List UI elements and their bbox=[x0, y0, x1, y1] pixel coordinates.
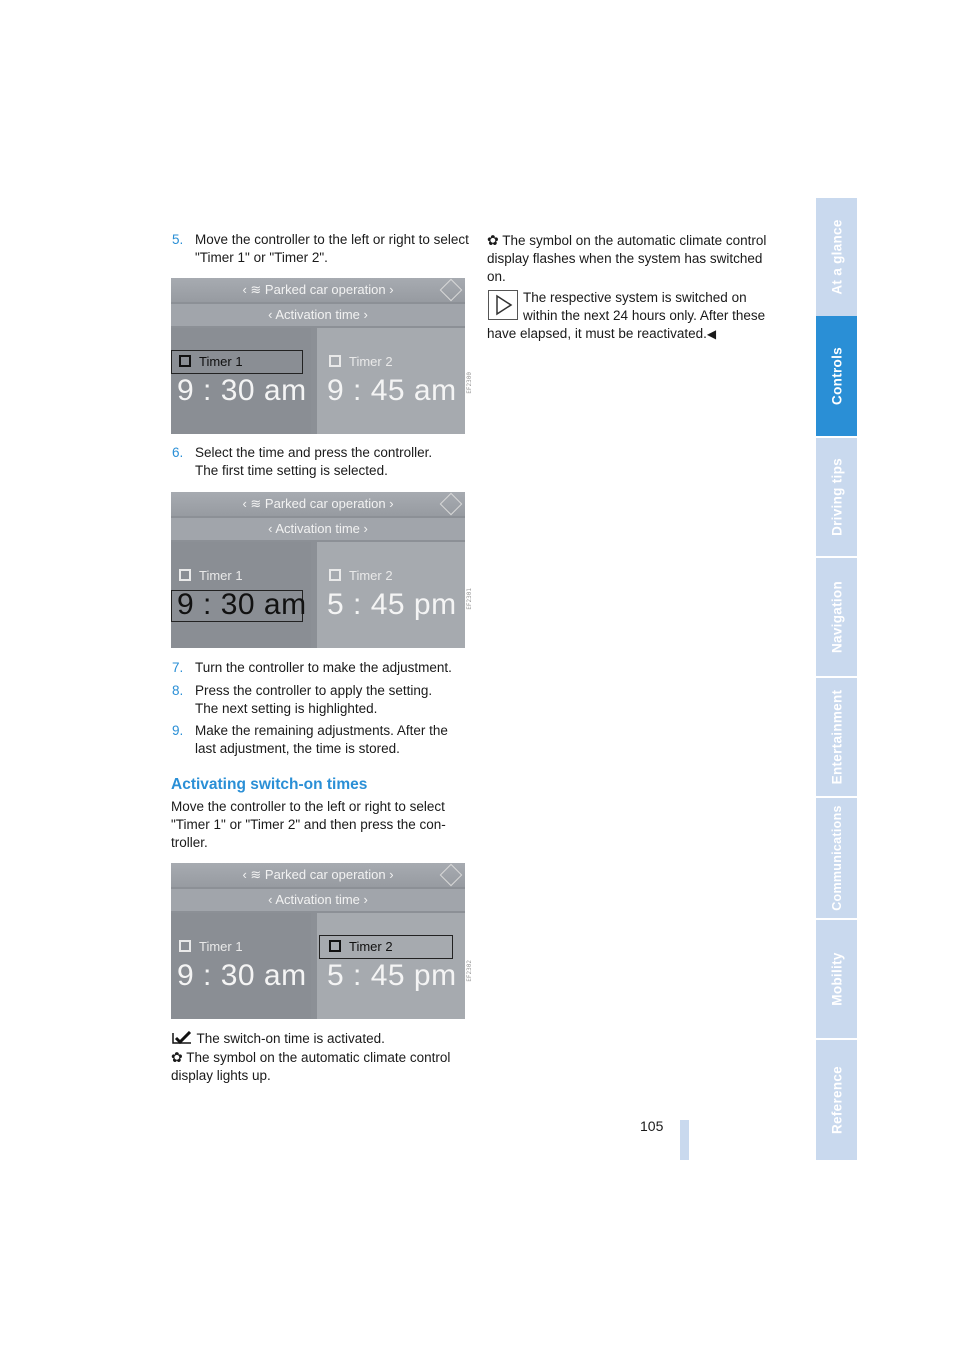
sidebar-tab-reference[interactable] bbox=[816, 1040, 857, 1160]
note-line-3 bbox=[487, 325, 787, 343]
step-number: 6. bbox=[172, 445, 184, 460]
sidebar-label: Mobility bbox=[829, 952, 844, 1006]
checkbox-icon bbox=[329, 355, 341, 367]
checkbox-icon bbox=[179, 569, 191, 581]
timer2-time: 5 : 45 pm bbox=[327, 588, 457, 621]
step-number: 5. bbox=[172, 232, 184, 247]
timer1-label bbox=[179, 939, 243, 954]
screen-title-bar: ‹ ≋ Parked car operation › bbox=[171, 278, 465, 302]
timer-screen-3 bbox=[171, 863, 465, 1019]
sidebar-label: Navigation bbox=[829, 580, 844, 654]
sidebar-tab-communications[interactable] bbox=[816, 798, 857, 918]
timer2-label bbox=[329, 939, 393, 954]
symbol-paragraph bbox=[171, 1048, 471, 1085]
timer1-text: Timer 1 bbox=[199, 354, 243, 369]
timer1-text: Timer 1 bbox=[199, 939, 243, 954]
climate-icon: ≋ bbox=[250, 867, 262, 882]
checkmark-icon bbox=[171, 1031, 193, 1045]
timer2-time: 5 : 45 pm bbox=[327, 959, 457, 992]
step-text: Select the time and press the controller. The first time setting is selected. bbox=[195, 445, 433, 478]
sidebar-tab-driving-tips[interactable] bbox=[816, 438, 857, 556]
timer1-label bbox=[179, 354, 243, 369]
timer2-text: Timer 2 bbox=[349, 939, 393, 954]
step-number: 9. bbox=[172, 723, 184, 738]
timer2-text: Timer 2 bbox=[349, 568, 393, 583]
checkbox-icon bbox=[329, 569, 341, 581]
screen-subtitle-bar: ‹ Activation time › bbox=[171, 304, 465, 326]
checkbox-icon bbox=[179, 940, 191, 952]
figure-code: EF2300 bbox=[466, 372, 473, 394]
note-line-3-text: have elapsed, it must be reactivated. bbox=[487, 326, 707, 341]
screen-title: Parked car operation bbox=[264, 867, 386, 882]
intro-paragraph: Move the controller to the left or right to select "Timer 1" or "Timer 2" and then press the con-troller. bbox=[171, 799, 446, 850]
step-number: 8. bbox=[172, 683, 184, 698]
timer1-time: 9 : 30 am bbox=[177, 959, 307, 992]
timer1-time: 9 : 30 am bbox=[177, 588, 307, 621]
sidebar-tab-entertainment[interactable] bbox=[816, 678, 857, 796]
page-number: 105 bbox=[640, 1118, 664, 1134]
timer1-label bbox=[179, 568, 243, 583]
step-text: Turn the controller to make the adjustment. bbox=[195, 660, 452, 675]
sidebar-label: Communications bbox=[829, 805, 844, 911]
timer1-time: 9 : 30 am bbox=[177, 374, 307, 407]
sidebar-tab-at-a-glance[interactable] bbox=[816, 198, 857, 316]
timer1-text: Timer 1 bbox=[199, 568, 243, 583]
sidebar-label: Reference bbox=[829, 1066, 844, 1134]
screen-title-bar: ‹ ≋ Parked car operation › bbox=[171, 492, 465, 516]
page-number-bar bbox=[680, 1120, 689, 1160]
screen-subtitle: Activation time bbox=[275, 307, 360, 322]
step-text: Make the remaining adjustments. After the last adjustment, the time is stored. bbox=[195, 723, 448, 756]
flash-paragraph bbox=[487, 231, 783, 286]
step-text: Move the controller to the left or right to select "Timer 1" or "Timer 2". bbox=[195, 232, 469, 265]
note-line-2: within the next 24 hours only. After these bbox=[523, 308, 766, 323]
timer2-time: 9 : 45 am bbox=[327, 374, 457, 407]
checkbox-icon bbox=[179, 355, 191, 367]
fan-symbol-icon: ✿ bbox=[171, 1049, 183, 1065]
screen-subtitle-bar: ‹ Activation time › bbox=[171, 518, 465, 540]
timer-screen-1 bbox=[171, 278, 465, 434]
note-triangle-icon bbox=[488, 290, 518, 320]
sidebar-tab-controls[interactable] bbox=[816, 316, 857, 436]
climate-icon: ≋ bbox=[250, 282, 262, 297]
step-number: 7. bbox=[172, 660, 184, 675]
end-mark-icon: ◀ bbox=[706, 327, 717, 341]
sidebar-label: Controls bbox=[829, 347, 844, 405]
symbol-text: The symbol on the automatic climate control display lights up. bbox=[171, 1050, 451, 1083]
screen-subtitle: Activation time bbox=[275, 892, 360, 907]
timer2-label bbox=[329, 354, 393, 369]
sidebar-label: Entertainment bbox=[829, 689, 844, 785]
figure-code: EF2302 bbox=[466, 960, 473, 982]
activated-text: The switch-on time is activated. bbox=[196, 1031, 385, 1046]
timer2-text: Timer 2 bbox=[349, 354, 393, 369]
step-text: Press the controller to apply the setting. The next setting is highlighted. bbox=[195, 683, 433, 716]
sidebar-tab-mobility[interactable] bbox=[816, 920, 857, 1038]
section-heading: Activating switch-on times bbox=[171, 776, 368, 793]
screen-subtitle: Activation time bbox=[275, 521, 360, 536]
screen-title: Parked car operation bbox=[264, 282, 386, 297]
flash-text: The symbol on the automatic climate control display flashes when the system has switched on. bbox=[487, 233, 767, 284]
sidebar-label: Driving tips bbox=[829, 458, 844, 536]
activated-line bbox=[171, 1030, 471, 1048]
checkbox-icon bbox=[329, 940, 341, 952]
sidebar-label: At a glance bbox=[829, 219, 844, 295]
climate-icon: ≋ bbox=[250, 496, 262, 511]
screen-title: Parked car operation bbox=[264, 496, 386, 511]
timer-screen-2 bbox=[171, 492, 465, 648]
screen-title-bar: ‹ ≋ Parked car operation › bbox=[171, 863, 465, 887]
note-line-1: The respective system is switched on bbox=[523, 290, 747, 305]
sidebar-tab-navigation[interactable] bbox=[816, 558, 857, 676]
fan-symbol-icon: ✿ bbox=[487, 232, 499, 248]
screen-subtitle-bar: ‹ Activation time › bbox=[171, 889, 465, 911]
timer2-label bbox=[329, 568, 393, 583]
figure-code: EF2301 bbox=[466, 588, 473, 610]
